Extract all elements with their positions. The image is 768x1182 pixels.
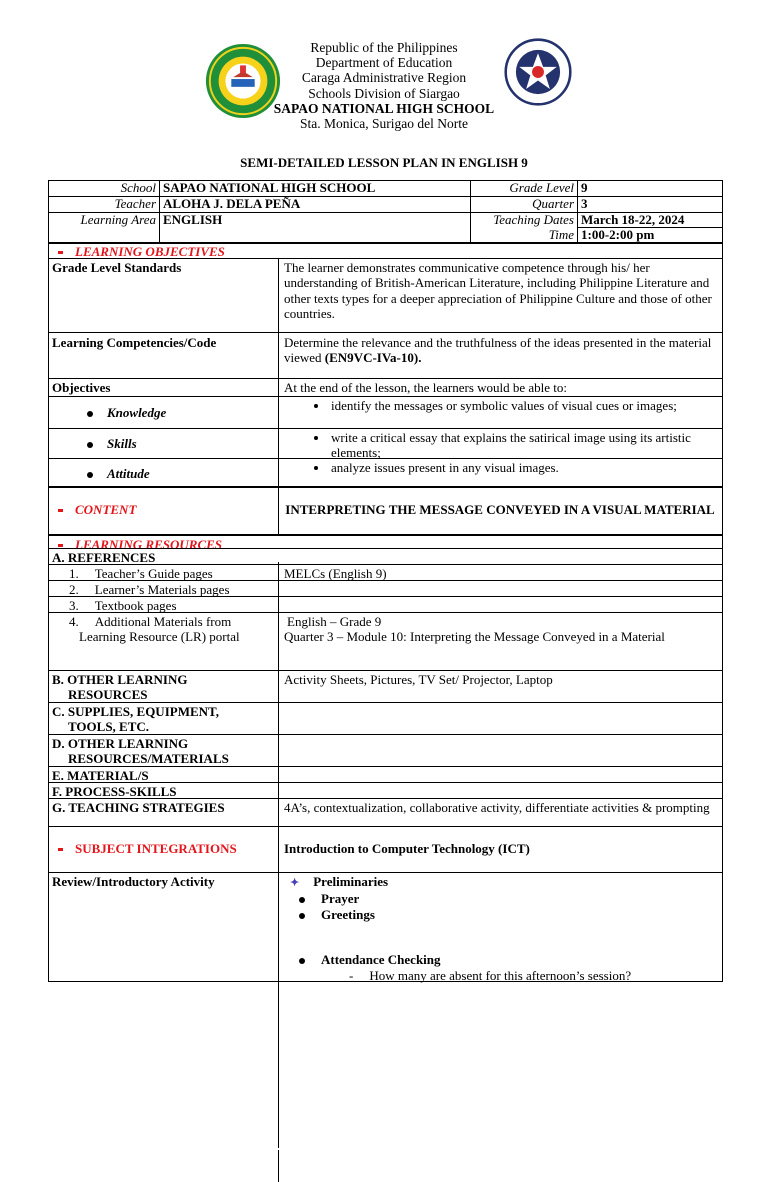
- am-value-1: English – Grade 9: [287, 614, 382, 629]
- lesson-plan-table: [48, 242, 723, 982]
- tg-value: MELCs (English 9): [284, 566, 387, 581]
- lc-row: [49, 332, 722, 379]
- review-label: Review/Introductory Activity: [52, 874, 215, 889]
- olr-label-1: OTHER LEARNING: [67, 672, 188, 687]
- strategies-row: [49, 798, 722, 827]
- tg-label: Teacher’s Guide pages: [94, 566, 213, 581]
- olr-value: Activity Sheets, Pictures, TV Set/ Projector, Laptop: [284, 672, 553, 687]
- gls-label: Grade Level Standards: [52, 260, 182, 275]
- am-num: 4.: [69, 614, 79, 629]
- sup-label-2: TOOLS, ETC.: [68, 719, 150, 735]
- prayer-text: Prayer: [321, 891, 360, 907]
- area-label: Learning Area: [49, 212, 160, 244]
- olrm-row: [49, 734, 722, 767]
- attitude-text: analyze issues present in any visual images.: [331, 460, 559, 475]
- olrm-letter: D.: [52, 736, 65, 751]
- skills-text: write a critical essay that explains the satirical image using its artistic elements;: [331, 430, 691, 461]
- supplies-row: [49, 702, 722, 735]
- am-row: [49, 612, 722, 671]
- dates-value: March 18-22, 2024: [578, 212, 723, 228]
- preliminaries-icon: ✦: [290, 877, 300, 889]
- time-label: Time: [471, 228, 578, 244]
- dates-label: Teaching Dates: [471, 212, 578, 228]
- tb-row: [49, 596, 722, 613]
- skills-label: Skills: [107, 436, 137, 451]
- quarter-label: Quarter: [471, 196, 578, 212]
- knowledge-label: Knowledge: [107, 405, 167, 420]
- absent-question: How many are absent for this afternoon’s session?: [369, 967, 632, 983]
- ts-letter: G.: [52, 800, 66, 815]
- am-value-2: Quarter 3 – Module 10: Interpreting the Message Conveyed in a Material: [284, 629, 665, 645]
- olrm-label-2: RESOURCES/MATERIALS: [68, 751, 229, 767]
- review-row: Review/Introductory Activity ✦ Preliminaries Prayer Greetings Attendance Checking - How many are absent for this afternoon’s session?: [49, 872, 722, 983]
- quarter-value: 3: [578, 196, 723, 212]
- teacher-label: Teacher: [49, 196, 160, 212]
- attitude-label: Attitude: [107, 466, 150, 481]
- grade-value: 9: [578, 181, 723, 197]
- mat-letter: E.: [52, 768, 64, 783]
- letterhead: [0, 40, 768, 131]
- lm-label: Learner’s Materials pages: [94, 582, 230, 597]
- prelim-text: Preliminaries: [313, 874, 389, 889]
- objectives-heading: LEARNING OBJECTIVES: [75, 244, 225, 259]
- olr-row: [49, 670, 722, 703]
- time-value: 1:00-2:00 pm: [578, 228, 723, 244]
- olr-label-2: RESOURCES: [68, 687, 148, 703]
- header-line-2: Department of Education: [315, 55, 453, 71]
- sup-label-1: SUPPLIES, EQUIPMENT,: [67, 704, 219, 719]
- ps-letter: F.: [52, 784, 62, 799]
- olr-letter: B.: [52, 672, 64, 687]
- tg-num: 1.: [69, 566, 79, 581]
- materials-row: [49, 766, 722, 783]
- header-line-3: Caraga Administrative Region: [301, 70, 467, 86]
- greetings-text: Greetings: [321, 906, 375, 922]
- document-title: SEMI-DETAILED LESSON PLAN IN ENGLISH 9: [240, 155, 528, 170]
- ts-label: TEACHING STRATEGIES: [68, 800, 225, 815]
- attendance-text: Attendance Checking: [321, 952, 441, 968]
- am-label-2: Learning Resource (LR) portal: [79, 629, 240, 645]
- lc-code: (EN9VC-IVa-10).: [324, 350, 422, 366]
- mat-label: MATERIAL/S: [67, 768, 149, 783]
- olrm-label-1: OTHER LEARNING: [67, 736, 189, 751]
- gls-text: The learner demonstrates communicative competence through his/ her understanding of British-American Literature, including Philippine Literature and other texts types for a deeper appreciation of Philippine Culture and those of other countries.: [284, 260, 712, 322]
- references-label: A. REFERENCES: [52, 550, 156, 565]
- obj-row: [49, 378, 722, 397]
- lm-num: 2.: [69, 582, 79, 597]
- attitude-row: [49, 458, 722, 487]
- header-line-4: Schools Division of Siargao: [308, 85, 460, 101]
- subject-integration-row: [49, 826, 722, 873]
- area-value: ENGLISH: [160, 212, 471, 244]
- header-address: Sta. Monica, Surigao del Norte: [300, 116, 468, 132]
- knowledge-row: [49, 396, 722, 429]
- content-text: INTERPRETING THE MESSAGE CONVEYED IN A VISUAL MATERIAL: [285, 502, 715, 517]
- content-heading: CONTENT: [75, 502, 137, 517]
- tb-label: Textbook pages: [94, 598, 177, 613]
- header-line-1: Republic of the Philippines: [310, 40, 458, 55]
- ps-label: PROCESS-SKILLS: [65, 784, 177, 799]
- si-value: Introduction to Computer Technology (ICT): [284, 841, 530, 856]
- header-school-name: SAPAO NATIONAL HIGH SCHOOL: [273, 100, 495, 116]
- si-heading: SUBJECT INTEGRATIONS: [75, 841, 237, 856]
- tg-row: [49, 564, 722, 581]
- obj-intro: At the end of the lesson, the learners would be able to:: [284, 380, 568, 395]
- teacher-value: ALOHA J. DELA PEÑA: [160, 196, 471, 212]
- sup-letter: C.: [52, 704, 65, 719]
- info-table: [48, 180, 723, 244]
- lc-label: Learning Competencies/Code: [52, 335, 217, 350]
- lc-text: Determine the relevance and the truthfulness of the ideas presented in the material viewed: [284, 335, 712, 366]
- skills-row: [49, 428, 722, 459]
- content-row: [49, 486, 722, 536]
- school-value: SAPAO NATIONAL HIGH SCHOOL: [160, 181, 471, 197]
- objectives-heading-row: [49, 242, 722, 259]
- tb-num: 3.: [69, 598, 79, 613]
- am-label-1: Additional Materials from: [94, 614, 232, 629]
- knowledge-text: identify the messages or symbolic values of visual cues or images;: [331, 398, 677, 413]
- references-row: [49, 548, 722, 565]
- lm-row: [49, 580, 722, 597]
- school-label: School: [49, 181, 160, 197]
- obj-label: Objectives: [52, 380, 111, 395]
- resources-heading: LEARNING RESOURCES: [75, 537, 223, 552]
- grade-label: Grade Level: [471, 181, 578, 197]
- ts-value: 4A’s, contextualization, collaborative activity, differentiate activities & prompting: [284, 800, 710, 815]
- gls-row: [49, 258, 722, 333]
- process-skills-row: [49, 782, 722, 799]
